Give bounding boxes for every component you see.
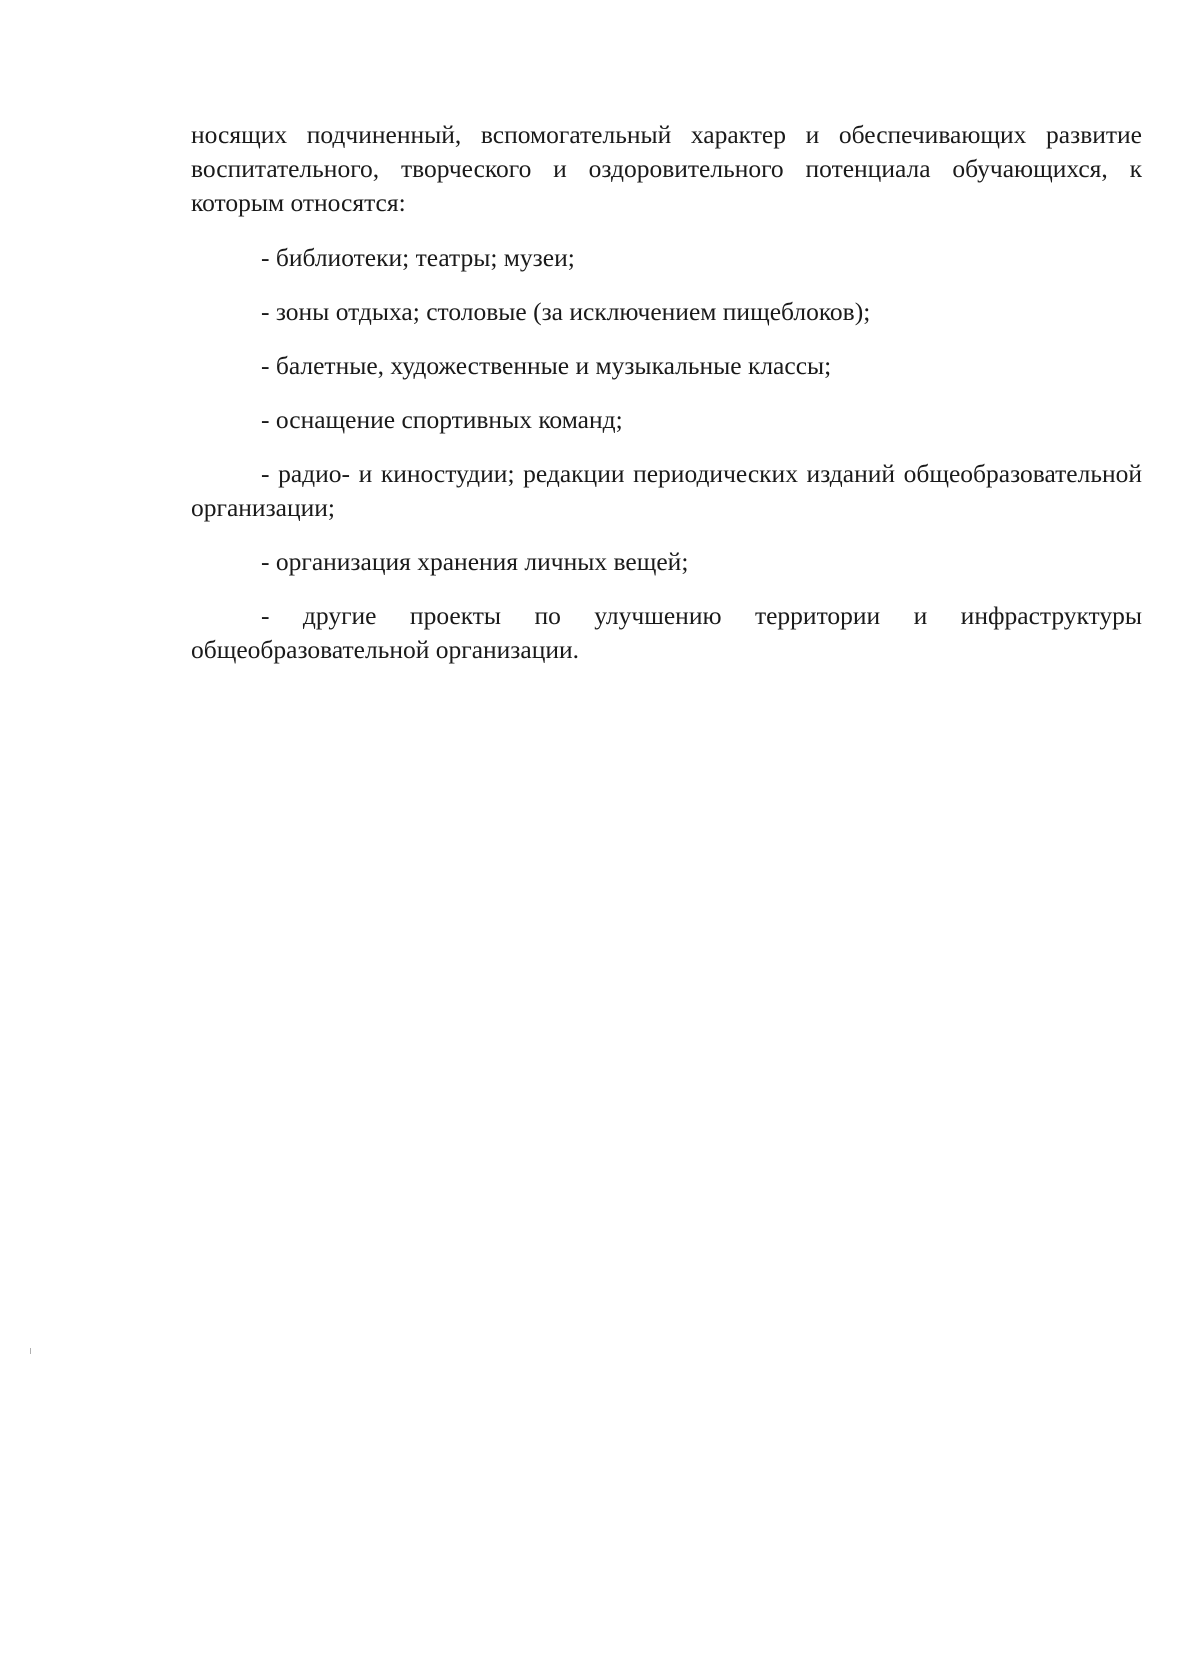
lead-paragraph: носящих подчиненный, вспомогательный характер и обеспечивающих развитие воспитательного, творческого и оздоровительного потенциала обучающихся, к которым относятся: <box>191 120 1142 217</box>
list-item-libraries: - библиотеки; театры; музеи; <box>261 243 575 272</box>
margin-mark <box>30 1348 31 1354</box>
list-item-sports-equipment: - оснащение спортивных команд; <box>261 405 623 434</box>
list-item-studios: - радио- и киностудии; редакции периодических изданий общеобразовательной организации; <box>191 459 1142 522</box>
document-body <box>191 118 1142 687</box>
list-item-rest-zones: - зоны отдыха; столовые (за исключением пищеблоков); <box>261 297 871 326</box>
list-item-classes: - балетные, художественные и музыкальные классы; <box>261 351 832 380</box>
list-item-storage: - организация хранения личных вещей; <box>261 547 689 576</box>
list-item-other-projects: - другие проекты по улучшению территории и инфраструктуры общеобразовательной организации. <box>191 601 1142 664</box>
